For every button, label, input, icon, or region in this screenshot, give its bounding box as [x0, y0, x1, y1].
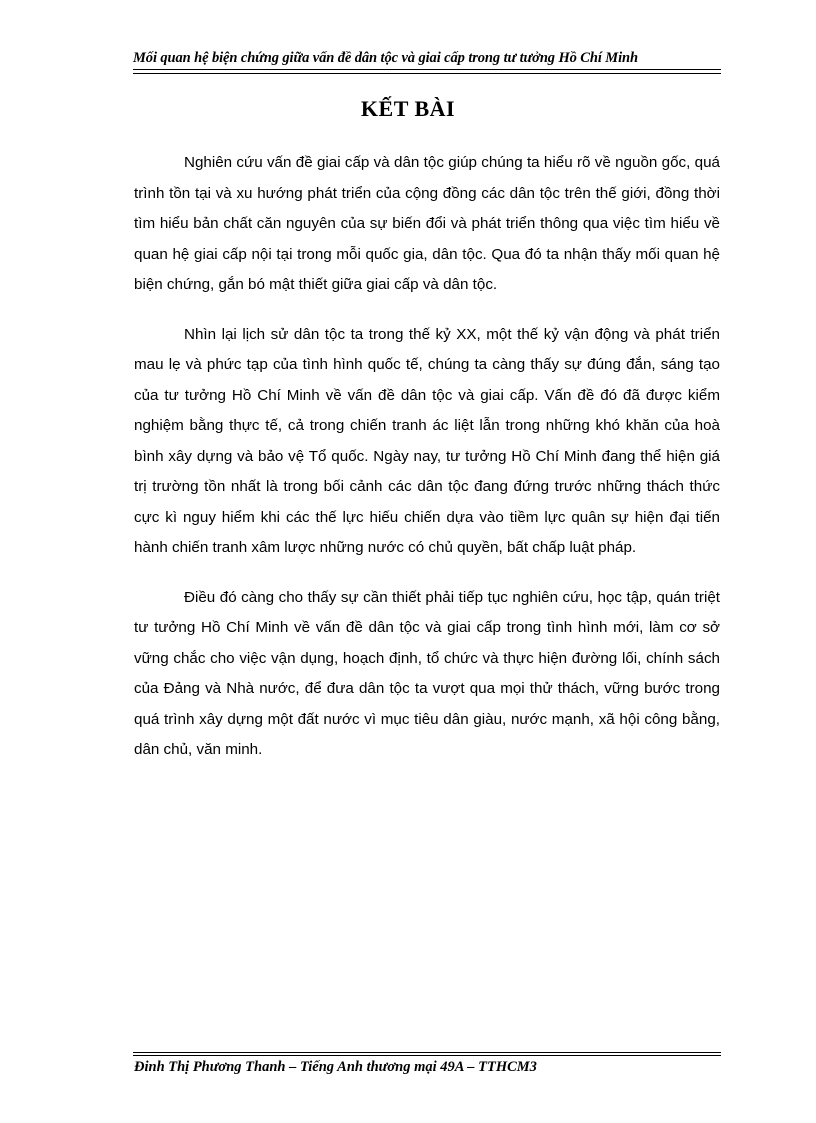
- footer-author-line: Đinh Thị Phương Thanh – Tiếng Anh thương mại 49A – TTHCM3: [134, 1059, 537, 1075]
- header-rule-thin: [133, 73, 721, 74]
- footer-rule-thick: [133, 1055, 721, 1056]
- paragraph-1: Nghiên cứu vấn đề giai cấp và dân tộc giúp chúng ta hiểu rõ về nguồn gốc, quá trình tồn tại và xu hướng phát triển của cộng đồng các dân tộc trên thế giới, đồng thời tìm hiểu bản chất căn nguyên của sự biến đổi và phát triển thông qua việc tìm hiểu về quan hệ giai cấp nội tại trong mỗi quốc gia, dân tộc. Qua đó ta nhận thấy mối quan hệ biện chứng, gắn bó mật thiết giữa giai cấp và dân tộc.: [134, 154, 720, 293]
- paragraph-2: Nhìn lại lịch sử dân tộc ta trong thế kỷ XX, một thế kỷ vận động và phát triển mau lẹ và phức tạp của tình hình quốc tế, chúng ta càng thấy sự đúng đắn, sáng tạo của tư tưởng Hồ Chí Minh về vấn đề dân tộc và giai cấp. Vấn đề đó đã được kiểm nghiệm bằng thực tế, cả trong chiến tranh ác liệt lẫn trong những khó khăn của hoà bình xây dựng và bảo vệ Tổ quốc. Ngày nay, tư tưởng Hồ Chí Minh đang thể hiện giá trị trường tồn nhất là trong bối cảnh các dân tộc đang đứng trước những thách thức cực kì nguy hiểm khi các thế lực hiếu chiến dựa vào tiềm lực quân sự hiện đại tiến hành chiến tranh xâm lược những nước có chủ quyền, bất chấp luật pháp.: [134, 325, 720, 556]
- footer-rule-thin: [133, 1052, 721, 1053]
- section-title: KẾT BÀI: [360, 96, 456, 121]
- paragraph-3: Điều đó càng cho thấy sự cần thiết phải tiếp tục nghiên cứu, học tập, quán triệt tư tưởng Hồ Chí Minh về vấn đề dân tộc và giai cấp trong tình hình mới, làm cơ sở vững chắc cho việc vận dụng, hoạch định, tổ chức và thực hiện đường lối, chính sách của Đảng và Nhà nước, để đưa dân tộc ta vượt qua mọi thử thách, vững bước trong quá trình xây dựng một đất nước vì mục tiêu dân giàu, nước mạnh, xã hội công bằng, dân chủ, văn minh.: [134, 588, 720, 758]
- running-header: Mối quan hệ biện chứng giữa vấn đề dân tộc và giai cấp trong tư tưởng Hồ Chí Minh: [133, 50, 638, 66]
- header-rule-thick: [133, 69, 721, 70]
- body-text: [134, 148, 720, 785]
